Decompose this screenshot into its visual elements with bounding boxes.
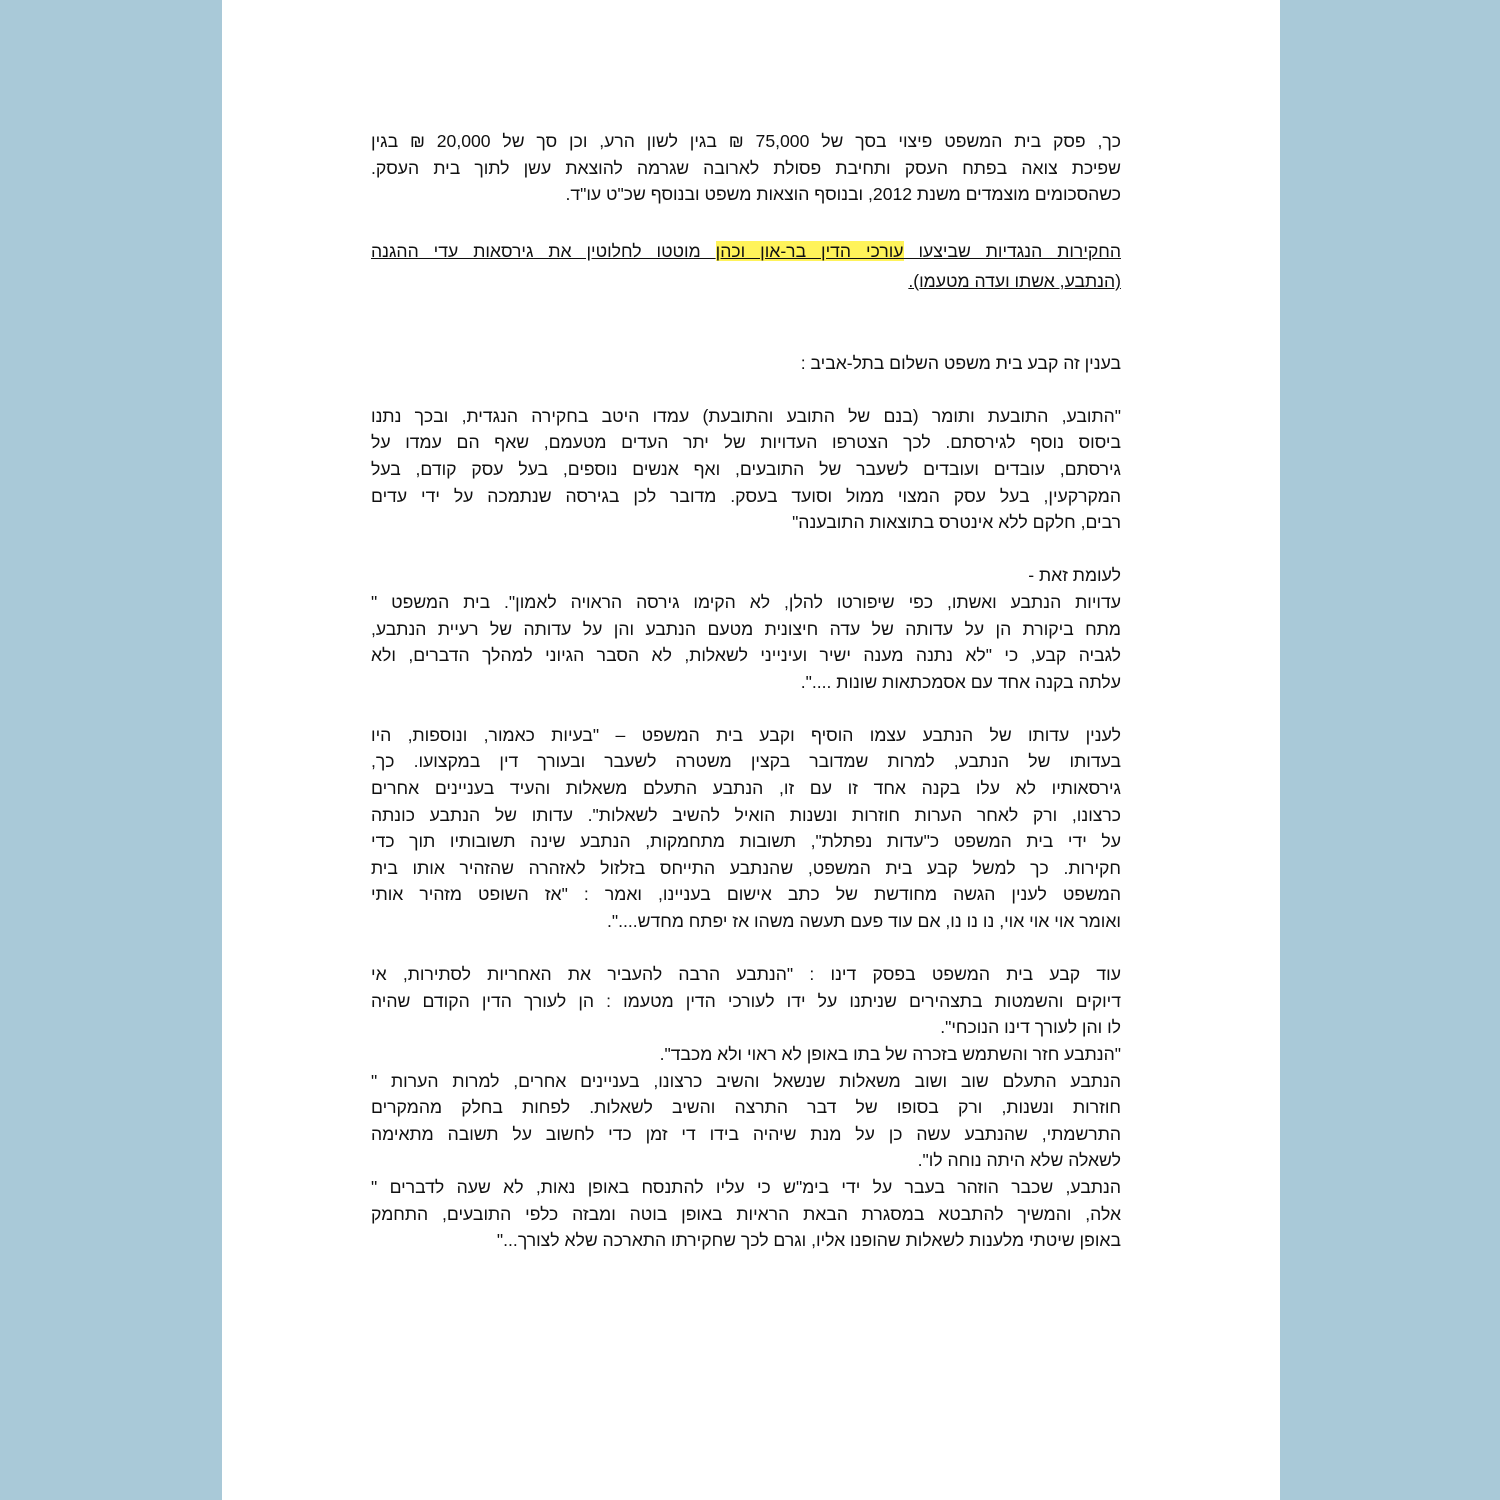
text-line: הנתבע, שכבר הוזהר בעבר על ידי בימ"ש כי עליו להתנסח באופן נאות, לא שעה לדברים " [371, 1176, 1121, 1197]
text-line: בעדותו של הנתבע, למרות שמדובר בקצין משטרה לשעבר ובעורך דין במקצועו. כך, [371, 751, 1121, 772]
text-line: ביסוס נוסף לגירסתם. לכך הצטרפו העדויות של יתר העדים מטעמם, שאף הם עמדו על [371, 432, 1121, 453]
paragraph-defendant-testimony [371, 722, 1121, 935]
text-line: על ידי בית המשפט כ"עדות נפתלת", תשובות מתחמקות, הנתבע שינה תשובותיו תוך כדי [371, 831, 1121, 852]
text-line: "התובע, התובעת ותומר (בנם של התובע והתובעת) עמדו היטב בחקירה הנגדית, ובכך נתנו [371, 405, 1121, 426]
text-line: כשהסכומים מוצמדים משנת 2012, ובנוסף הוצאות משפט ובנוסף שכ"ט עו"ד. [565, 184, 1121, 205]
text-line: "הנתבע חזר והשתמש בזכרה של בתו באופן לא ראוי ולא מכבד". [659, 1044, 1121, 1064]
text-line: אלה, והמשיך להתבטא במסגרת הבאת הראיות באופן בוטה ומבזה כלפי התובעים, התחמק [371, 1203, 1121, 1224]
text-line: עוד קבע בית המשפט בפסק דינו : "הנתבע הרבה להעביר את האחריות לסתירות, אי [371, 964, 1121, 985]
text-line: מתח ביקורת הן על עדותה של עדה חיצונית מטעם הנתבע והן על עדותה של רעיית הנתבע, [371, 618, 1121, 639]
contrast-section [371, 562, 1121, 695]
court-intro [371, 350, 1121, 377]
text-line: בענין זה קבע בית משפט השלום בתל-אביב : [800, 352, 1121, 373]
text-line: המשפט לענין הגשה מחודשת של כתב אישום בעניינו, ואמר : "אז השופט מזהיר אותי [371, 884, 1121, 905]
text-line: כך, פסק בית המשפט פיצוי בסך של 75,000 ₪ בגין לשון הרע, וכן סך של 20,000 ₪ בגין [371, 131, 1121, 151]
section-heading-cross-examination [371, 238, 1121, 294]
text-line: כרצונו, ורק לאחר הערות חוזרות ונשנות הואיל להשיב לשאלות". עדותו של הנתבע כונתה [371, 804, 1121, 825]
text-line: עלתה בקנה אחד עם אסמכתאות שונות ....". [800, 671, 1121, 692]
text-line: לגביה קבע, כי "לא נתנה מענה ישיר ועינייני לשאלות, לא הסבר הגיוני למהלך הדברים, ולא [371, 645, 1121, 666]
heading-line: (הנתבע, אשתו ועדה מטעמו). [908, 270, 1121, 291]
text-line: התרשמתי, שהנתבע עשה כן על מנת שיהיה בידו די זמן כדי לחשוב על תשובה מתאימה [371, 1123, 1121, 1144]
text-line: באופן שיטתי מלענות לשאלות שהופנו אליו, וגרם לכך שחקירתו התארכה שלא לצורך..." [496, 1230, 1121, 1251]
text-line: המקרקעין, בעל עסק המצוי ממול וסועד בעסק. מדובר לכן בגירסה שנתמכה על ידי עדים [371, 485, 1121, 506]
heading-line: החקירות הנגדיות שביצעו עורכי הדין בר-און וכהן מוטטו לחלוטין את גירסאות עדי ההגנה [371, 241, 1121, 262]
text-line: עדויות הנתבע ואשתו, כפי שיפורטו להלן, לא הקימו גירסה הראויה לאמון". בית המשפט " [371, 591, 1121, 612]
paragraph-damages [371, 128, 1121, 208]
text-line: חקירות. כך למשל קבע בית המשפט, שהנתבע התייחס בזלזול לאזהרה שהזהיר אותו בית [371, 857, 1121, 878]
text-line: דיוקים והשמטות בתצהירים שניתנו על ידו לעורכי הדין מטעמו : הן לעורך הדין הקודם שהיה [371, 990, 1121, 1011]
text-line: הנתבע התעלם שוב ושוב משאלות שנשאל והשיב כרצונו, בעניינים אחרים, למרות הערות " [371, 1070, 1121, 1091]
text-line: חוזרות ונשנות, ורק בסופו של דבר התרצה והשיב לשאלות. לפחות בחלק מהמקרים [371, 1097, 1121, 1118]
quote-plaintiffs [371, 403, 1121, 536]
text-line: לשאלה שלא היתה נוחה לו". [917, 1150, 1121, 1171]
document-body [371, 128, 1121, 1254]
text-line: לו והן לעורך דינו הנוכחי". [940, 1017, 1121, 1038]
text-line: גירסאותיו לא עלו בקנה אחד זו עם זו, הנתבע התעלם משאלות והעיד בעניינים אחרים [371, 778, 1121, 799]
text-line: לעומת זאת - [1028, 565, 1121, 586]
text-line: לענין עדותו של הנתבע עצמו הוסיף וקבע בית המשפט – "בעיות כאמור, ונוספות, היו [371, 724, 1121, 745]
highlighted-text: עורכי הדין בר-און וכהן [715, 241, 904, 262]
text-line: גירסתם, עובדים ועובדים לשעבר של התובעים, ואף אנשים נוספים, בעל עסק קודם, בעל [371, 458, 1121, 479]
document-page [222, 0, 1280, 1500]
text-line: שפיכת צואה בפתח העסק ותחיבת פסולת לארובה שגרמה להוצאת עשן לתוך בית העסק. [371, 157, 1121, 178]
paragraph-ruling [371, 961, 1121, 1254]
text-line: ואומר אוי אוי אוי, נו נו נו, אם עוד פעם תעשה משהו אז יפתח מחדש....". [606, 911, 1121, 932]
text-line: רבים, חלקם ללא אינטרס בתוצאות התובענה" [792, 512, 1121, 533]
